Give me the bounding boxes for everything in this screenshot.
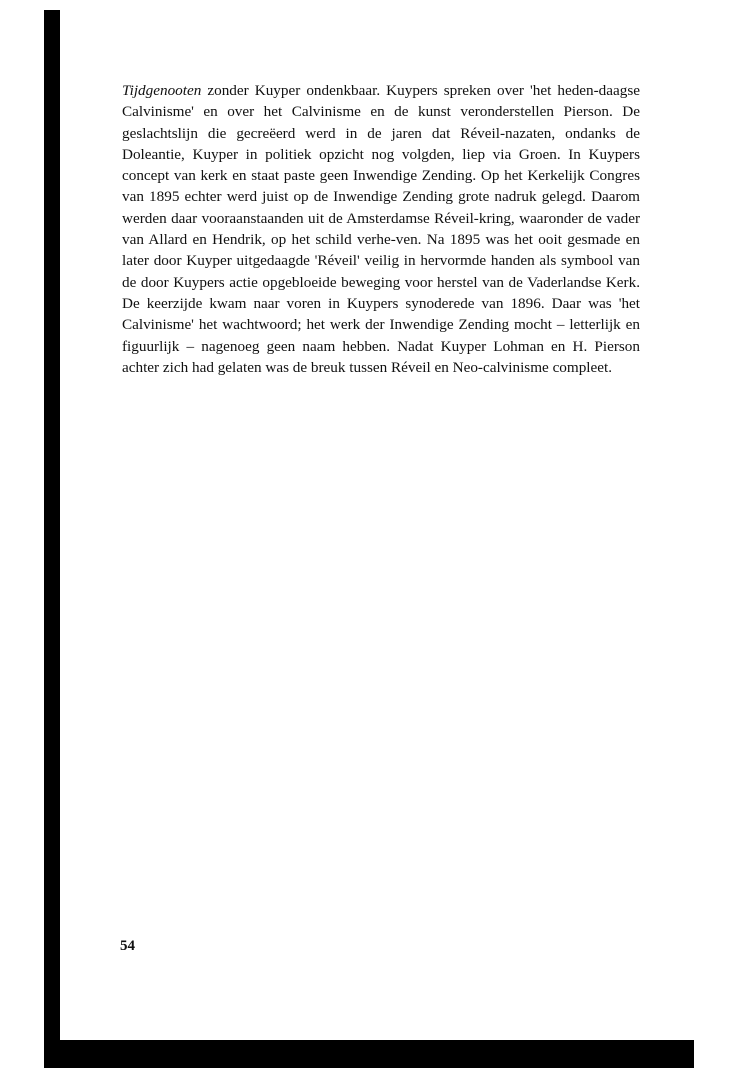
scan-border-bottom [44,1040,694,1068]
paragraph-text: zonder Kuyper ondenkbaar. Kuypers spreken over 'het heden-daagse Calvinisme' en over het Calvinisme en de kunst veronderstellen Pierson. De geslachtslijn die gecreëerd werd in de jaren dat Réveil-nazaten, ondanks de Doleantie, Kuyper in politiek opzicht nog volgden, liep via Groen. In Kuypers concept van kerk en staat paste geen Inwendige Zending. Op het Kerkelijk Congres van 1895 echter werd juist op de Inwendige Zending grote nadruk gelegd. Daarom werden daar vooraanstaanden uit de Amsterdamse Réveil-kring, waaronder de vader van Allard en Hendrik, op het schild verhe-ven. Na 1895 was het ooit gesmade en later door Kuyper uitgedaagde 'Réveil' veilig in hervormde handen als symbool van de door Kuypers actie opgebloeide beweging voor herstel van de Vaderlandse Kerk. De keerzijde kwam naar voren in Kuypers synoderede van 1896. Daar was 'het Calvinisme' het wachtwoord; het werk der Inwendige Zending mocht – letterlijk en figuurlijk – nagenoeg geen naam hebben. Nadat Kuyper Lohman en H. Pierson achter zich had gelaten was de breuk tussen Réveil en Neo-calvinisme compleet. [122,82,640,376]
scan-border-left [44,10,60,1068]
body-paragraph [122,80,640,378]
page-number: 54 [120,938,135,954]
italic-title: Tijdgenooten [122,82,202,99]
